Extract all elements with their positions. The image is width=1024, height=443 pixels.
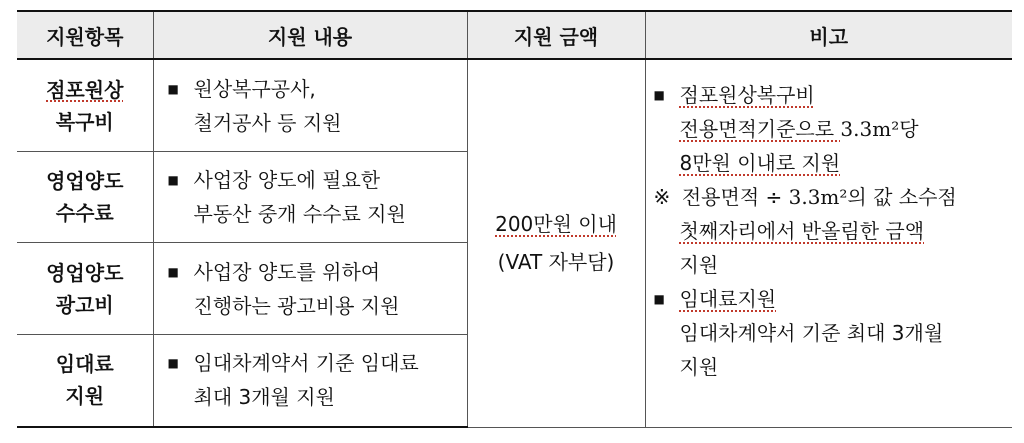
- content-line: 사업장 양도에 필요한: [193, 168, 381, 193]
- content-cell: [153, 59, 467, 152]
- bullet-icon: ■: [167, 173, 179, 188]
- amount-cell: [467, 59, 645, 427]
- content-cell: [153, 334, 467, 427]
- ref-line: 의 값 소수점: [847, 185, 957, 209]
- header-content: 지원 내용: [153, 11, 467, 59]
- reference-mark-icon: ※: [653, 185, 671, 209]
- content-line: 진행하는 광고비용 지원: [193, 293, 400, 318]
- item-line: 영업양도: [46, 169, 124, 194]
- amount-note: (VAT 자부담): [497, 250, 615, 275]
- content-line: 임대차계약서 기준 임대료: [193, 351, 419, 376]
- item-line: 복구비: [55, 109, 114, 134]
- content-line: 최대 3개월 지원: [193, 385, 335, 410]
- bullet-icon: ■: [653, 88, 665, 102]
- item-cell: [17, 152, 153, 243]
- item-cell: [17, 334, 153, 427]
- note1-unit: 당: [899, 117, 919, 141]
- header-amount: 지원 금액: [467, 11, 645, 59]
- item-cell: [17, 243, 153, 334]
- item-line: 점포원상: [46, 77, 124, 102]
- item-line: 수수료: [55, 201, 114, 226]
- item-line: 영업양도: [46, 260, 124, 285]
- note1-title: 점포원상복구비: [679, 83, 815, 107]
- header-item: 지원항목: [17, 11, 153, 59]
- content-cell: [153, 152, 467, 243]
- note2-line: 임대차계약서 기준 최대 3개월: [679, 321, 944, 345]
- item-line: 임대료: [55, 352, 114, 377]
- item-line: 지원: [65, 384, 105, 409]
- note2-line: 지원: [679, 355, 719, 379]
- amount-value: 200만원 이내: [495, 212, 617, 237]
- content-line: 원상복구공사,: [193, 76, 316, 101]
- ref-math: 3.3m²: [788, 185, 848, 209]
- content-line: 철거공사 등 지원: [193, 110, 342, 135]
- note1-math: 3.3m²: [840, 117, 900, 141]
- bullet-icon: ■: [653, 292, 665, 306]
- content-line: 부동산 중개 수수료 지원: [193, 202, 406, 227]
- note-cell: [645, 59, 1012, 427]
- note2-title: 임대료지원: [679, 287, 777, 311]
- bullet-icon: ■: [167, 81, 179, 96]
- content-cell: [153, 243, 467, 334]
- ref-line: 첫째자리에서 반올림한 금액: [679, 219, 925, 243]
- content-line: 사업장 양도를 위하여: [193, 259, 381, 284]
- ref-line: 지원: [679, 253, 719, 277]
- note1-line: 전용면적기준으로: [679, 117, 841, 141]
- header-note: 비고: [645, 11, 1012, 59]
- note1-line: 8만원 이내로 지원: [679, 151, 841, 175]
- bullet-icon: ■: [167, 356, 179, 371]
- bullet-icon: ■: [167, 264, 179, 279]
- header-row: [17, 11, 1012, 59]
- support-table: [17, 10, 1012, 428]
- item-line: 광고비: [55, 292, 114, 317]
- ref-line: 전용면적 ÷: [681, 185, 789, 209]
- item-cell: [17, 59, 153, 152]
- table-row: [17, 59, 1012, 152]
